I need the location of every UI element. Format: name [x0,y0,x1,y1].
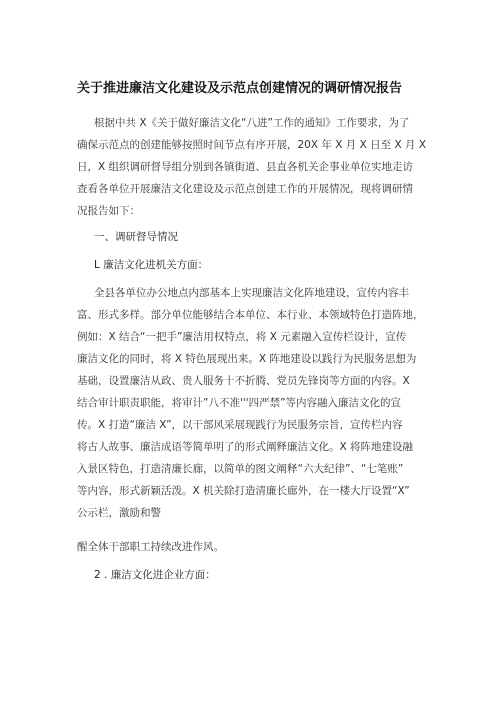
body-line-4: 廉洁文化的同时，将 X 特色展现出来。X 阵地建设以践行为民服务思想为 [77,353,417,365]
intro-line-3: 日，X 组织调研督导组分别到各镇街道、县直各机关企事业单位实地走访 [77,161,414,173]
intro-line-1: 根据中共 X《关于做好廉洁文化“八进”工作的通知》工作要求，为了 [94,117,410,129]
body-line-3: 例如：X 结合“一把手”廉洁用权特点，将 X 元素融入宣传栏设计，宣传 [77,331,407,343]
document-title: 关于推进廉洁文化建设及示范点创建情况的调研情况报告 [77,81,403,96]
subsection-2-heading: 2 . 廉洁文化进企业方面： [94,569,216,581]
body-line-12: 醒全体干部职工持续改进作风。 [77,541,224,553]
intro-line-5: 况报告如下： [77,205,140,217]
intro-line-2: 确保示范点的创建能够按照时间节点有序开展，20X 年 X 月 X 日至 X 月 X [77,139,427,151]
body-line-1: 全县各单位办公地点内部基本上实现廉洁文化阵地建设，宣传内容丰 [94,287,409,299]
body-line-5: 基础，设置廉洁从政、贵人服务十不折腾、党员先锋岗等方面的内容。X [77,375,410,387]
body-line-9: 入景区特色，打造清廉长廊，以简单的图文阐释“六大纪律”、“七笔账” [77,463,404,475]
body-line-6: 结合审计职责职能，将审计”八不准'''四严禁”等内容融入廉洁文化的宣 [77,397,402,409]
body-line-2: 富、形式多样。部分单位能够结合本单位、本行业、本领域特色打造阵地， [77,309,424,321]
intro-line-4: 查看各单位开展廉洁文化建设及示范点创建工作的开展情况，现将调研情 [77,183,413,195]
body-line-10: 等内容，形式新颖活泼。X 机关除打造清廉长廊外，在一楼大厅设置“X” [77,485,410,497]
section-1-heading: 一、调研督导情况 [94,231,178,243]
body-line-8: 将古人故事、廉洁成语等简单明了的形式阐释廉洁文化。X 将阵地建设融 [77,441,414,453]
subsection-1-heading: L 廉洁文化进机关方面： [94,259,209,271]
body-line-7: 传。X 打造“廉洁 X”，以干部风采展现践行为民服务宗旨，宣传栏内容 [77,419,403,431]
body-line-11: 公示栏，激励和警 [77,507,161,519]
